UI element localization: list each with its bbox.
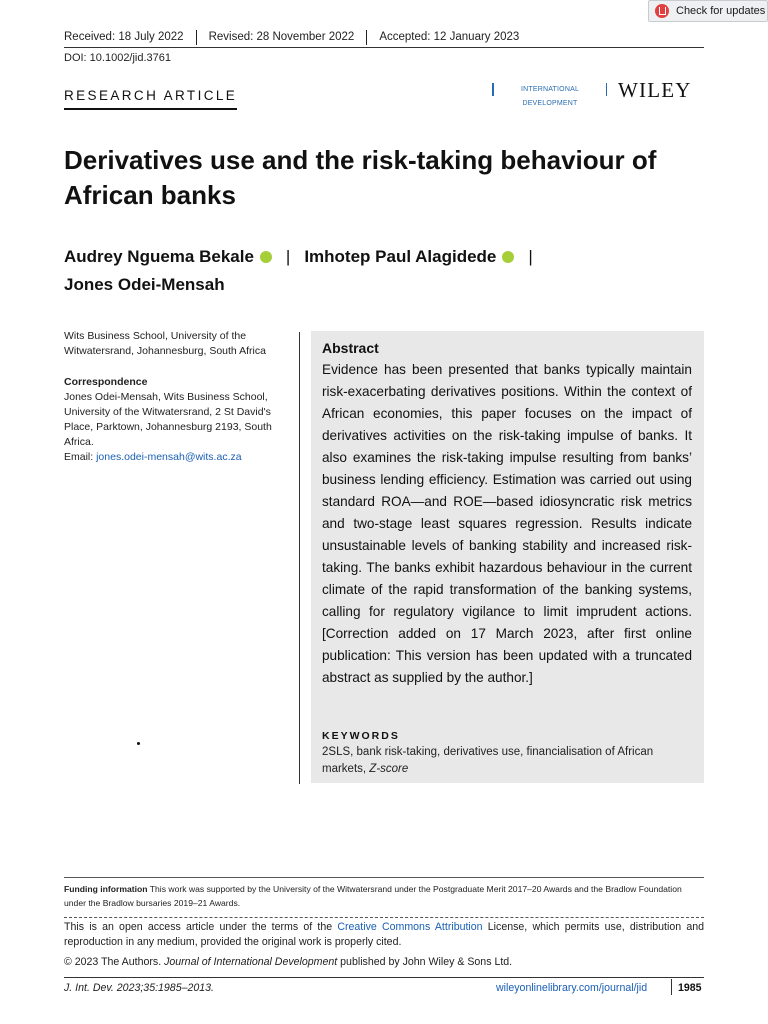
orcid-icon[interactable] <box>502 251 514 263</box>
article-type: RESEARCH ARTICLE <box>64 88 237 110</box>
email-link[interactable]: jones.odei-mensah@wits.ac.za <box>96 451 242 463</box>
accepted-date: Accepted: 12 January 2023 <box>379 31 520 43</box>
column-divider <box>299 332 300 784</box>
funding-text: This work was supported by the University of the Witwatersrand under the Postgraduate Merit 2017–20 Awards and the Bradlow Foundation under the Bradlow bursaries 2019–21 Awards. <box>64 884 682 908</box>
header-divider <box>64 47 704 48</box>
stray-dot <box>137 742 140 745</box>
funding-label: Funding information <box>64 884 148 894</box>
email-line <box>64 450 286 465</box>
copyright <box>64 956 512 968</box>
keywords-heading: KEYWORDS <box>322 730 400 742</box>
citation-text: J. Int. Dev. 2023;35:1985–2013. <box>64 982 214 994</box>
cc-license-link[interactable]: Creative Commons Attribution <box>337 921 483 933</box>
footer-divider <box>64 977 704 978</box>
keywords-text <box>322 744 697 777</box>
journal-logo: INTERNATIONAL DEVELOPMENT <box>492 83 607 96</box>
license-divider <box>64 917 704 918</box>
abstract-heading: Abstract <box>322 340 379 356</box>
keywords-list: 2SLS, bank risk-taking, derivatives use, financialisation of African markets, <box>322 746 654 775</box>
revised-date: Revised: 28 November 2022 <box>209 30 368 45</box>
keyword-last: Z-score <box>369 762 409 775</box>
funding-divider <box>64 877 704 878</box>
sidebar-info <box>64 329 286 465</box>
funding-info <box>64 882 704 910</box>
copyright-after: published by John Wiley & Sons Ltd. <box>337 956 513 968</box>
copyright-journal: Journal of International Development <box>164 956 338 968</box>
check-for-updates-button[interactable] <box>648 0 768 22</box>
bookmark-icon <box>655 4 669 18</box>
journal-citation <box>64 982 214 994</box>
doi[interactable]: DOI: 10.1002/jid.3761 <box>64 52 172 64</box>
article-title: Derivatives use and the risk-taking behaviour of African banks <box>64 145 657 210</box>
journal-url-link[interactable]: wileyonlinelibrary.com/journal/jid <box>496 982 648 994</box>
license-text <box>64 920 704 950</box>
author-separator: | <box>528 247 533 266</box>
author-name[interactable]: Jones Odei-Mensah <box>64 275 225 294</box>
author-list <box>64 243 704 299</box>
abstract-box <box>311 331 704 783</box>
abstract-text: Evidence has been presented that banks typically maintain risk-exacerbating derivatives positions. Within the context of African economies, this paper focuses on the impact of derivatives activities on the risk-taking impulse of banks. It also examines the risk-taking impulse resulting from banks’ business lending efficiency. Estimation was carried out using standard ROA—and ROE—based idiosyncratic risk metrics and two-stage least squares regression. Results indicate unsustainable levels of banking stability and increased risk-taking. The banks exhibit hazardous behaviour in the current climate of the rapid transformation of the banking systems, calling for regulatory vigilance to limit imprudent actions. [Correction added on 17 March 2023, after first online publication: This version has been updated with a truncated abstract as supplied by the author.] <box>322 362 692 685</box>
publisher-logo: WILEY <box>618 78 692 102</box>
received-date: Received: 18 July 2022 <box>64 30 197 45</box>
license-after: License, which permits use, distribution and reproduction in any medium, provided the original work is properly cited. <box>64 921 704 948</box>
author-name[interactable]: Imhotep Paul Alagidede <box>304 247 497 266</box>
orcid-icon[interactable] <box>260 251 272 263</box>
footer-separator <box>671 979 672 995</box>
page-number: 1985 <box>678 982 702 994</box>
copyright-before: © 2023 The Authors. <box>64 956 165 968</box>
correspondence-text: Jones Odei-Mensah, Wits Business School, University of the Witwatersrand, 2 St David's Place, Parktown, Johannesburg 2193, South Africa. <box>64 391 272 448</box>
author-name[interactable]: Audrey Nguema Bekale <box>64 247 254 266</box>
correspondence-heading: Correspondence <box>64 376 148 388</box>
article-dates <box>64 30 543 45</box>
affiliation: Wits Business School, University of the Witwatersrand, Johannesburg, South Africa <box>64 330 266 357</box>
check-for-updates-label: Check for updates <box>676 5 766 17</box>
author-separator: | <box>285 247 291 266</box>
license-before: This is an open access article under the terms of the <box>64 921 338 933</box>
email-label: Email: <box>64 451 97 463</box>
